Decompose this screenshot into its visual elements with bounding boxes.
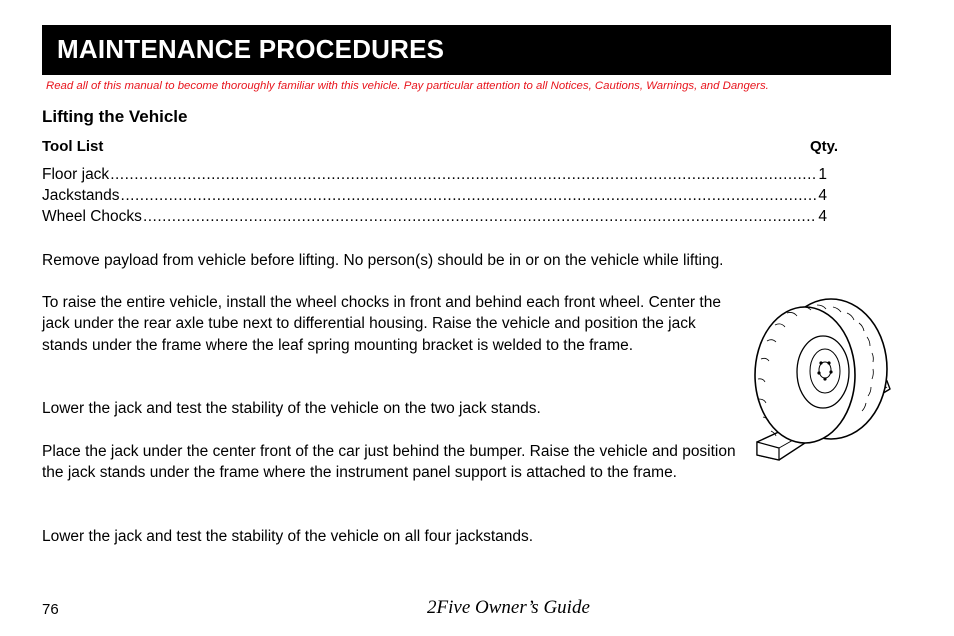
tool-list-label: Tool List	[42, 138, 104, 155]
dot-leader	[110, 166, 817, 184]
tool-qty: 1	[818, 166, 827, 183]
tool-name: Jackstands	[42, 187, 120, 204]
page-title: MAINTENANCE PROCEDURES	[57, 34, 445, 64]
tool-qty: 4	[818, 208, 827, 225]
tool-name: Wheel Chocks	[42, 208, 142, 225]
qty-label: Qty.	[809, 138, 838, 155]
paragraph-payload: Remove payload from vehicle before lifting. No person(s) should be in or on the vehicle while lifting.	[42, 252, 724, 269]
warning-notice: Read all of this manual to become thoroughly familiar with this vehicle. Pay particular attention to all Notices, Cautions, Warnings, and Dangers.	[46, 80, 769, 92]
tool-row-wheel-chocks	[42, 208, 827, 229]
tool-name: Floor jack	[42, 166, 110, 183]
tool-list	[42, 166, 827, 229]
paragraph-front-jack: Place the jack under the center front of the car just behind the bumper. Raise the vehicle and position the jack stands under the frame where the instrument panel support is attached to the frame.	[42, 443, 736, 482]
page-number: 76	[42, 601, 59, 618]
tool-qty: 4	[818, 187, 827, 204]
dot-leader	[143, 208, 817, 226]
paragraph-raise-vehicle: To raise the entire vehicle, install the wheel chocks in front and behind each front wheel. Center the jack under the rear axle tube next to differential housing. Raise the vehicle and position the jack stands under the frame where the leaf spring mounting bracket is welded to the frame.	[42, 294, 721, 354]
tool-row-jackstands	[42, 187, 827, 208]
dot-leader	[121, 187, 818, 205]
footer-guide-title: 2Five Owner’s Guide	[427, 597, 590, 618]
paragraph-test-two-stands: Lower the jack and test the stability of the vehicle on the two jack stands.	[42, 400, 541, 417]
tire-with-wheel-chock-icon	[745, 297, 893, 463]
section-banner	[42, 25, 891, 75]
tool-list-header	[42, 138, 838, 158]
tool-row-floor-jack	[42, 166, 827, 187]
section-title: Lifting the Vehicle	[42, 107, 188, 126]
paragraph-test-four-stands: Lower the jack and test the stability of the vehicle on all four jackstands.	[42, 528, 534, 545]
